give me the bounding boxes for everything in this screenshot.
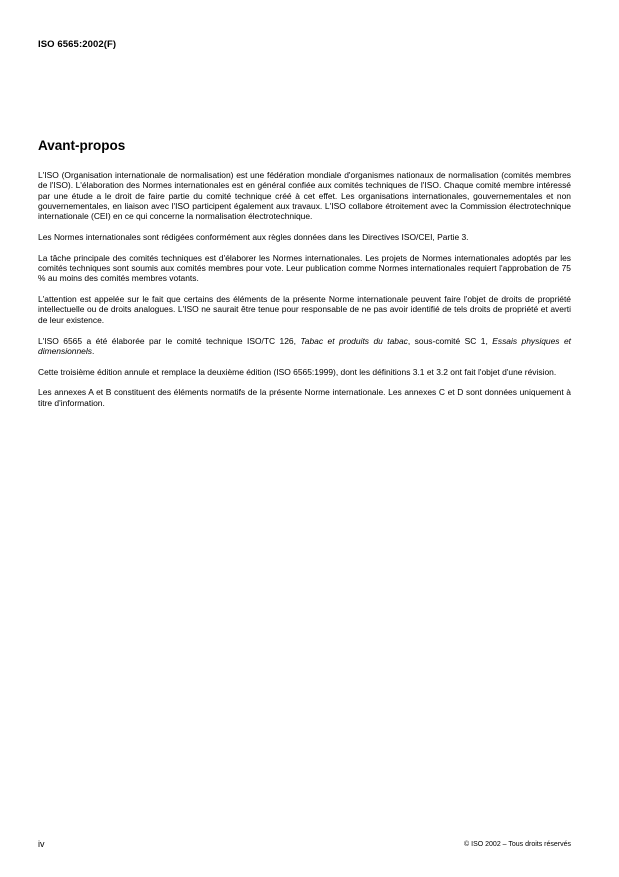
paragraph-prepared-by xyxy=(38,336,571,357)
document-id-header: ISO 6565:2002(F) xyxy=(38,39,117,50)
prepared-by-text-3: . xyxy=(91,345,95,356)
subcommittee-title-italic: Essais physiques et dimensionnels xyxy=(38,335,571,356)
prepared-by-text-2: , sous-comité SC 1, xyxy=(407,335,493,346)
paragraph-patent-rights: L'attention est appelée sur le fait que certains des éléments de la présente Norme internationale peuvent faire l'objet de droits de propriété intellectuelle ou de droits analogues. L'ISO ne saurait être tenue pour responsable de ne pas avoir identifié de tels droits de propriété et averti de leur existence. xyxy=(38,294,571,325)
copyright-notice: © ISO 2002 – Tous droits réservés xyxy=(464,841,571,848)
page-number: iv xyxy=(38,839,45,849)
paragraph-annexes: Les annexes A et B constituent des éléments normatifs de la présente Norme internationale. Les annexes C et D sont données uniquement à titre d'information. xyxy=(38,387,571,408)
paragraph-directives: Les Normes internationales sont rédigées conformément aux règles données dans les Directives ISO/CEI, Partie 3. xyxy=(38,231,469,242)
paragraph-iso-organisation: L'ISO (Organisation internationale de normalisation) est une fédération mondiale d'organismes nationaux de normalisation (comités membres de l'ISO). L'élaboration des Normes internationales est en général confiée aux comités techniques de l'ISO. Chaque comité membre intéressé par une étude a le droit de faire partie du comité technique créé à cet effet. Les organisations internationales, gouvernementales et non gouvernementales, en liaison avec l'ISO participent également aux travaux. L'ISO collabore étroitement avec la Commission électrotechnique internationale (CEI) en ce qui concerne la normalisation électrotechnique. xyxy=(38,170,571,222)
paragraph-edition: Cette troisième édition annule et remplace la deuxième édition (ISO 6565:1999), dont les définitions 3.1 et 3.2 ont fait l'objet d'une révision. xyxy=(38,366,557,377)
foreword-body xyxy=(38,170,571,419)
prepared-by-text-1: L'ISO 6565 a été élaborée par le comité technique ISO/TC 126, xyxy=(38,335,301,346)
paragraph-committee-task: La tâche principale des comités techniques est d'élaborer les Normes internationales. Les projets de Normes internationales adoptés par les comités techniques sont soumis aux comités membres pour vote. Leur publication comme Normes internationales requiert l'approbation de 75 % au moins des comités membres votants. xyxy=(38,252,571,284)
committee-title-italic: Tabac et produits du tabac xyxy=(300,335,408,346)
section-title: Avant-propos xyxy=(38,138,126,153)
